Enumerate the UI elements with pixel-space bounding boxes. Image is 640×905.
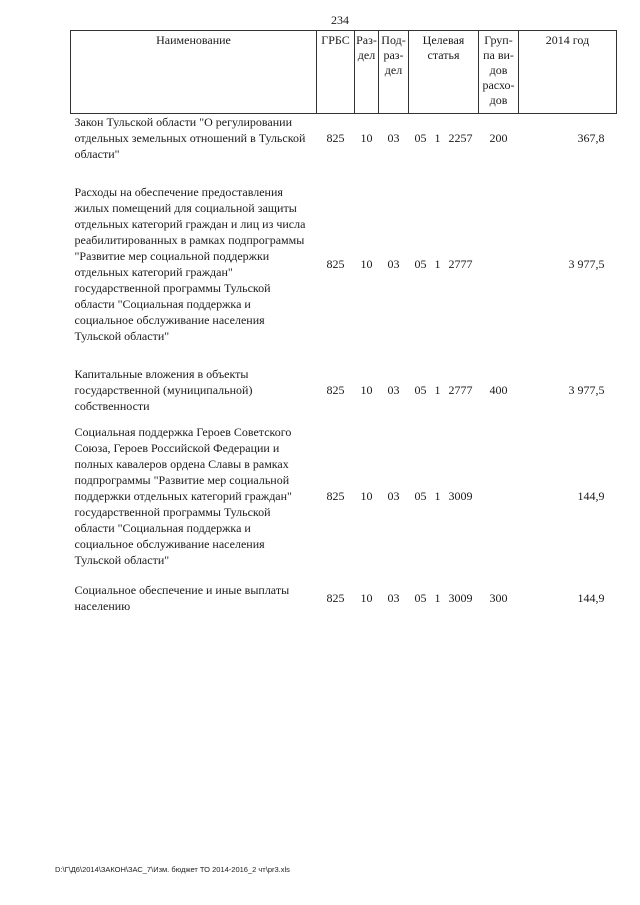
header-group: Груп-па ви-дов расхо-дов	[479, 31, 519, 114]
row-subsection: 03	[387, 383, 400, 397]
row-section: 10	[360, 489, 373, 503]
page-number: 234	[331, 13, 349, 27]
header-subsection: Под-раз-дел	[379, 31, 409, 114]
row-grbs: 825	[326, 131, 345, 145]
header-grbs: ГРБС	[317, 31, 355, 114]
header-name: Наименование	[71, 31, 317, 114]
row-name: Закон Тульской области "О регулировании отдельных земельных отношений в Тульской области"	[74, 115, 306, 161]
row-subsection: 03	[387, 489, 400, 503]
row-group: 300	[489, 591, 508, 605]
table-row	[71, 424, 617, 568]
row-subsection: 03	[387, 131, 400, 145]
file-path-footer: D:\Г\Д6\2014\ЗАКОН\ЗАС_7\Изм. бюджет ТО 2014-2016_2 чт\pr3.xls	[55, 865, 290, 874]
row-subsection: 03	[387, 257, 400, 271]
row-grbs: 825	[326, 257, 345, 271]
row-amount: 3 977,5	[568, 257, 605, 271]
row-section: 10	[360, 383, 373, 397]
row-name: Социальная поддержка Героев Советского Союза, Героев Российской Федерации и полных кавалеров ордена Славы в рамках подпрограммы "Развитие мер социальной поддержки отдельных категорий граждан" государственной программы Тульской области "Социальная поддержка и социальное обслуживание населения Тульской области"	[74, 425, 292, 567]
row-target: 05 1 2777	[414, 383, 473, 397]
table-row	[71, 366, 617, 414]
row-target: 05 1 2777	[414, 257, 473, 271]
row-name: Расходы на обеспечение предоставления жилых помещений для социальной защиты отдельных категорий граждан и лиц из числа реабилитированных в рамках подпрограммы "Развитие мер социальной поддержки отдельных категорий граждан" государственной программы Тульской области "Социальная поддержка и социальное обслуживание населения Тульской области"	[74, 185, 306, 343]
row-spacer	[71, 344, 617, 366]
row-grbs: 825	[326, 489, 345, 503]
row-section: 10	[360, 257, 373, 271]
row-target: 05 1 2257	[414, 131, 473, 145]
row-amount: 367,8	[577, 131, 605, 145]
row-section: 10	[360, 131, 373, 145]
table-row	[71, 184, 617, 344]
row-target: 05 1 3009	[414, 591, 473, 605]
row-spacer	[71, 568, 617, 582]
table-row	[71, 114, 617, 163]
row-target: 05 1 3009	[414, 489, 473, 503]
row-name: Капитальные вложения в объекты государственной (муниципальной) собственности	[74, 367, 253, 413]
row-grbs: 825	[326, 591, 345, 605]
row-group: 400	[489, 383, 508, 397]
header-amount: 2014 год	[519, 31, 617, 114]
header-section: Раз-дел	[355, 31, 379, 114]
row-amount: 144,9	[577, 591, 605, 605]
row-amount: 3 977,5	[568, 383, 605, 397]
table-row	[71, 582, 617, 614]
table-header-row	[71, 31, 617, 114]
row-grbs: 825	[326, 383, 345, 397]
row-group	[479, 424, 519, 568]
row-amount: 144,9	[577, 489, 605, 503]
row-subsection: 03	[387, 591, 400, 605]
row-group	[479, 184, 519, 344]
header-target: Целевая статья	[409, 31, 479, 114]
row-spacer	[71, 162, 617, 184]
row-spacer	[71, 414, 617, 424]
row-name: Социальное обеспечение и иные выплаты населению	[74, 583, 290, 613]
row-section: 10	[360, 591, 373, 605]
budget-table	[70, 30, 617, 614]
row-group: 200	[489, 131, 508, 145]
